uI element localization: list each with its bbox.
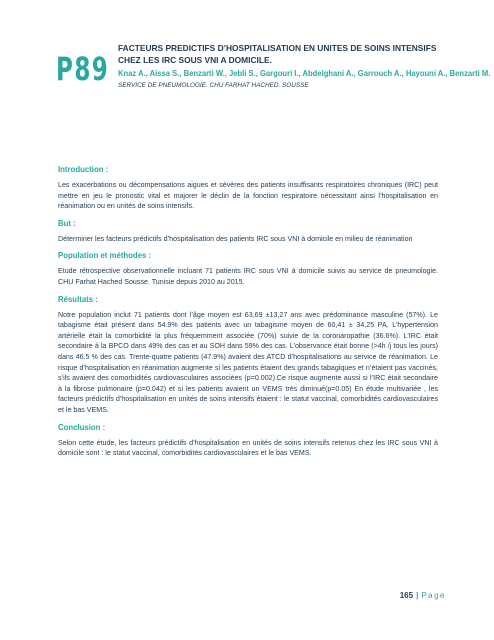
section-conclusion [58, 423, 438, 459]
section-text: Notre population inclut 71 patients dont l’âge moyen est 63,69 ±13,27 ans avec prédominance masculine (57%). Le tabagisme était présent dans 54.9% des patients avec un tabagisme moyen de 60,41 ± 34,25 PA. L’hypertension artérielle était la comorbidité la plus fréquemment associée (70%) suivie de la coronaropathie (36.6%). L’IRC était secondaire à la BPCO dans 49% des cas et au SOH dans 59% des cas. L’observance était bonne (>4h /j tous les jours) dans 46.5 % des cas. Trente-quatre patients (47.9%) avaient des ATCD d’hospitalisations au service de réanimation. Le risque d’hospitalisation en réanimation augmente si les patients étaient des grands tabagiques et n’étaient pas vaccinés, s’ils avaient des comorbidités cardiovasculaires associées (p=0.002).Ce risque augmente aussi si l’IRC était secondaire à la fibrose pulmonaire (p=0.042) et si les patients avaient un VEMS très diminué(p=0.05) En étude multivariée , les facteurs prédictifs d’hospitalisation en unités de soins intensifs étaient : le statut vaccinal, comorbidités cardiovasculaires et le bas VEMS. [58, 310, 438, 414]
section-text: Etude rétrospective observationnelle incluant 71 patients IRC sous VNI à domicile suivis au service de pneumologie. CHU Farhat Hached Sousse. Tunisie depuis 2010 au 2015. [58, 267, 438, 286]
section-heading: Conclusion : [58, 422, 106, 432]
section-text: Déterminer les facteurs prédictifs d’hospitalisation des patients IRC sous VNI à domicile en milieu de réanimation [58, 234, 413, 243]
article-title: FACTEURS PREDICTIFS D’HOSPITALISATION EN UNITES DE SOINS INTENSIFS CHEZ LES IRC SOUS VNI A DOMICILE. [118, 43, 437, 65]
author-list: Knaz A., Aissa S., Benzarti W., Jebli S., Gargouri I., Abdelghani A., Garrouch A., Hayouni A., Benzarti M. [118, 68, 491, 78]
section-but [58, 219, 438, 245]
page-footer [400, 591, 446, 600]
section-heading: Introduction : [58, 165, 109, 174]
section-heading: Résultats : [58, 294, 98, 304]
affiliation: SERVICE DE PNEUMOLOGIE. CHU FARHAT HACHED. SOUSSE [118, 82, 309, 89]
abstract-body [58, 165, 438, 466]
section-heading: But : [58, 218, 76, 228]
section-heading: Population et méthodes : [58, 251, 152, 261]
article-header [118, 42, 491, 90]
section-introduction [58, 165, 438, 212]
page-label: Page [421, 591, 446, 600]
page-number: 165 [399, 591, 414, 600]
section-results [58, 295, 438, 416]
footer-separator: | [416, 591, 419, 600]
section-text: Selon cette étude, les facteurs prédictifs d’hospitalisation en unités de soins intensifs retenus chez les IRC sous VNI à domicile sont : le statut vaccinal, comorbidités cardiovasculaires et le bas VEMS. [58, 438, 438, 458]
poster-code: P89 [56, 50, 110, 88]
section-methods [58, 251, 438, 287]
section-text: Les exacerbations ou décompensations aigues et sévères des patients insuffisants respiratoires chroniques (IRC) peut mettre en jeu le pronostic vital et majorer le déclin de la fonction respiratoire nécessitant ainsi l’hospitalisation en réanimation ou en unités de soins intensifs. [58, 181, 438, 211]
